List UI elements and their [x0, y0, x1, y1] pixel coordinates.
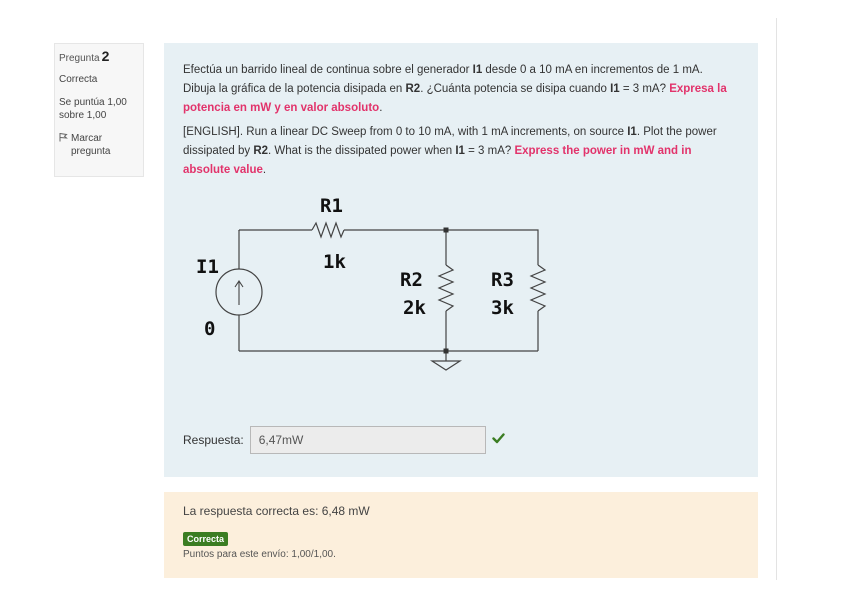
flag-icon[interactable]: [59, 132, 68, 146]
question-state: Correcta: [59, 74, 98, 85]
resistor-r3: [531, 265, 545, 311]
flag-question-link[interactable]: [59, 132, 139, 158]
answer-row: [183, 426, 505, 454]
answer-input[interactable]: [250, 426, 486, 454]
resistor-r1: [312, 223, 344, 237]
r1-name-label: R1: [320, 195, 343, 217]
flag-question-label[interactable]: Marcar pregunta: [71, 133, 111, 157]
feedback-panel: [164, 492, 758, 578]
correct-badge: Correcta: [183, 532, 228, 546]
question-text-english: [ENGLISH]. Run a linear DC Sweep from 0 to 10 mA, with 1 mA increments, on source I1. Plot the power dissipated by R2. What is the dissipated power when I1 = 3 mA? Express the power in mW and in absolute value.: [183, 126, 717, 176]
r3-name-label: R3: [491, 269, 514, 291]
r1-value-label: 1k: [323, 251, 346, 273]
node-bottom: [444, 349, 449, 354]
resistor-r2: [439, 265, 453, 311]
wire-top-left: [239, 230, 312, 231]
question-grade: Se puntúa 1,00 sobre 1,00: [59, 97, 127, 121]
ground-icon: [432, 361, 460, 370]
i1-name-label: I1: [196, 256, 219, 278]
answer-label: Respuesta:: [183, 433, 244, 447]
r3-value-label: 3k: [491, 297, 514, 319]
node-top: [444, 228, 449, 233]
right-answer-text: La respuesta correcta es: 6,48 mW: [183, 504, 370, 518]
wire-top-right: [344, 230, 538, 265]
r2-name-label: R2: [400, 269, 423, 291]
circuit-diagram: [164, 43, 758, 423]
check-icon: [492, 431, 505, 449]
points-text: Puntos para este envío: 1,00/1,00.: [183, 549, 336, 560]
r2-value-label: 2k: [403, 297, 426, 319]
i1-value-label: 0: [204, 318, 216, 340]
page-right-rule: [776, 18, 777, 580]
question-number: Pregunta 2: [59, 48, 110, 64]
question-info-panel: [54, 43, 144, 177]
question-content: [164, 43, 758, 477]
current-source-arrow-icon: [235, 281, 243, 305]
question-text-spanish: Efectúa un barrido lineal de continua sobre el generador I1 desde 0 a 10 mA en incrementos de 1 mA. Dibuja la gráfica de la potencia disipada en R2. ¿Cuánta potencia se disipa cuando I1 = 3 mA? Expresa la potencia en mW y en valor absoluto.: [183, 64, 727, 114]
